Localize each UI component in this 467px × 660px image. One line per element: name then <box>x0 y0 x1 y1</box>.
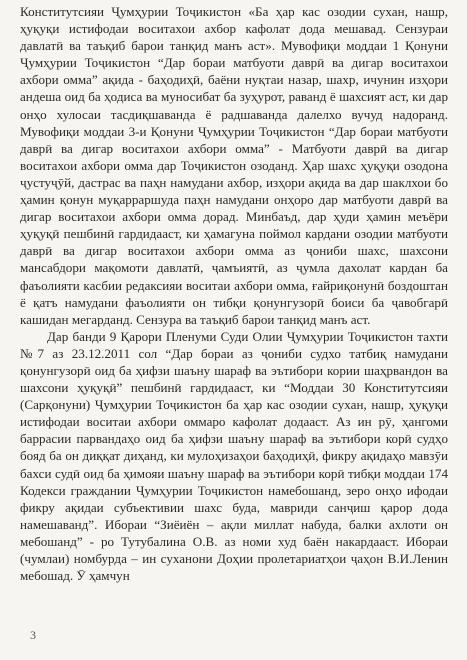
page-number: 3 <box>30 628 36 642</box>
document-body <box>20 3 448 584</box>
paragraph-plenum-resolution: Дар банди 9 Қарори Пленуми Суди Олии Ҷумҳурии Тоҷикистон тахти №7 аз 23.12.2011 сол “Дар бораи аз ҷониби судхо татбиқ намудани қонунгузорӣ оид ба ҳифзи шаъну шараф ва эътибори кории шаҳрвандон ва шахсони ҳуқуқӣ” пешбинӣ гардидааст, ки “Моддаи 30 Конститутсияи (Сарқонуни) Ҷумҳурии Тоҷикистон ба ҳар кас озодии сухан, нашр, ҳуқуқи истифодаи воситаи ахбори оммаро кафолат додааст. Аз ин рӯ, ҳангоми баррасии парвандаҳо оид ба ҳифзи шаъну шараф ва эътибори корӣ судҳо бояд ба он диққат диҳанд, ки мулоҳизаҳои баҳодиҳӣ, фикру ақидаҳо мавзӯи бахси судӣ оид ба ҳимояи шаъну шараф ва эътибори корӣ тибқи моддаи 174 Кодекси граждании Ҷумҳурии Тоҷикистон намебошанд, зеро онҳо ифодаи фикру ақидаи субъективии шахс буда, мавриди санҷиш қарор дода намешаванд”. Ибораи “Зиёиён – ақли миллат набуда, балки ахлоти он мебошанд” - ро Тутубалина О.В. аз номи худ баён накардааст. Ибораи (чумлаи) номбурда – ин суханони Доҳии пролетариатҳои ҷаҳон В.И.Ленин мебошад. Ӯ ҳамчун <box>20 328 448 584</box>
paragraph-constitution: Конститутсияи Ҷумҳурии Тоҷикистон «Ба ҳар кас озодии сухан, нашр, ҳуқуқи истифодаи воситахои ахбор кафолат дода мешавад. Сензураи давлатӣ ва таъқиб барои танқид манъ аст». Мувофиқи моддаи 1 Қонуни Ҷумҳурии Тоҷикистон “Дар бораи матбуоти даврӣ ва дигар воситахои ахбори омма” ақида - баҳодиҳӣ, баёни нуқтаи назар, шахр, ичунин изҳори андеша оид ба ҳодиса ва муносибат ба зуҳурот, раванд ё шахсият аст, ки дар онҳо хулосаи тасдиқшаванда ё радшаванда далелхо вучуд надоранд. Мувофиқи моддаи 3-и Қонуни Ҷумҳурии Тоҷикистон “Дар бораи матбуоти даврӣ ва дигар воситахои ахбори омма” - Матбуоти даврӣ ва дигар воситахои ахбори омма дар Тоҷикистон озоданд. Ҳар шахс ҳуқуқи озодона ҷустуҷӯй, дастрас ва паҳн намудани ахбор, изҳори ақида ва дар шаклхои бо ҳамин қонун муқарраршуда паҳн намудани онҳоро дар матбуоти даврӣ ва дигар воситахои ахбори омма дорад. Минбаъд, дар ҳуди ҳамин меъёри ҳуқуқӣ пешбинӣ гардидааст, ки ҳамагуна поймол кардани озодии матбуоти даврӣ ва дигар воситахои ахбори омма аз ҷониби шахс, шахсони мансабдори мақомоти давлатӣ, ҷамъиятӣ, аз ҷумла дахолат кардан ба фаъолияти касбии редаксияи воситаи ахбори омма, ғайриқонунӣ боздоштан ё қатъ намудани фаъолияти он тибқи қонунгузорӣ боиси ба ҷавобгарӣ кашидан мегарданд. Сензура ва таъқиб барои танқид манъ аст. <box>20 4 448 327</box>
